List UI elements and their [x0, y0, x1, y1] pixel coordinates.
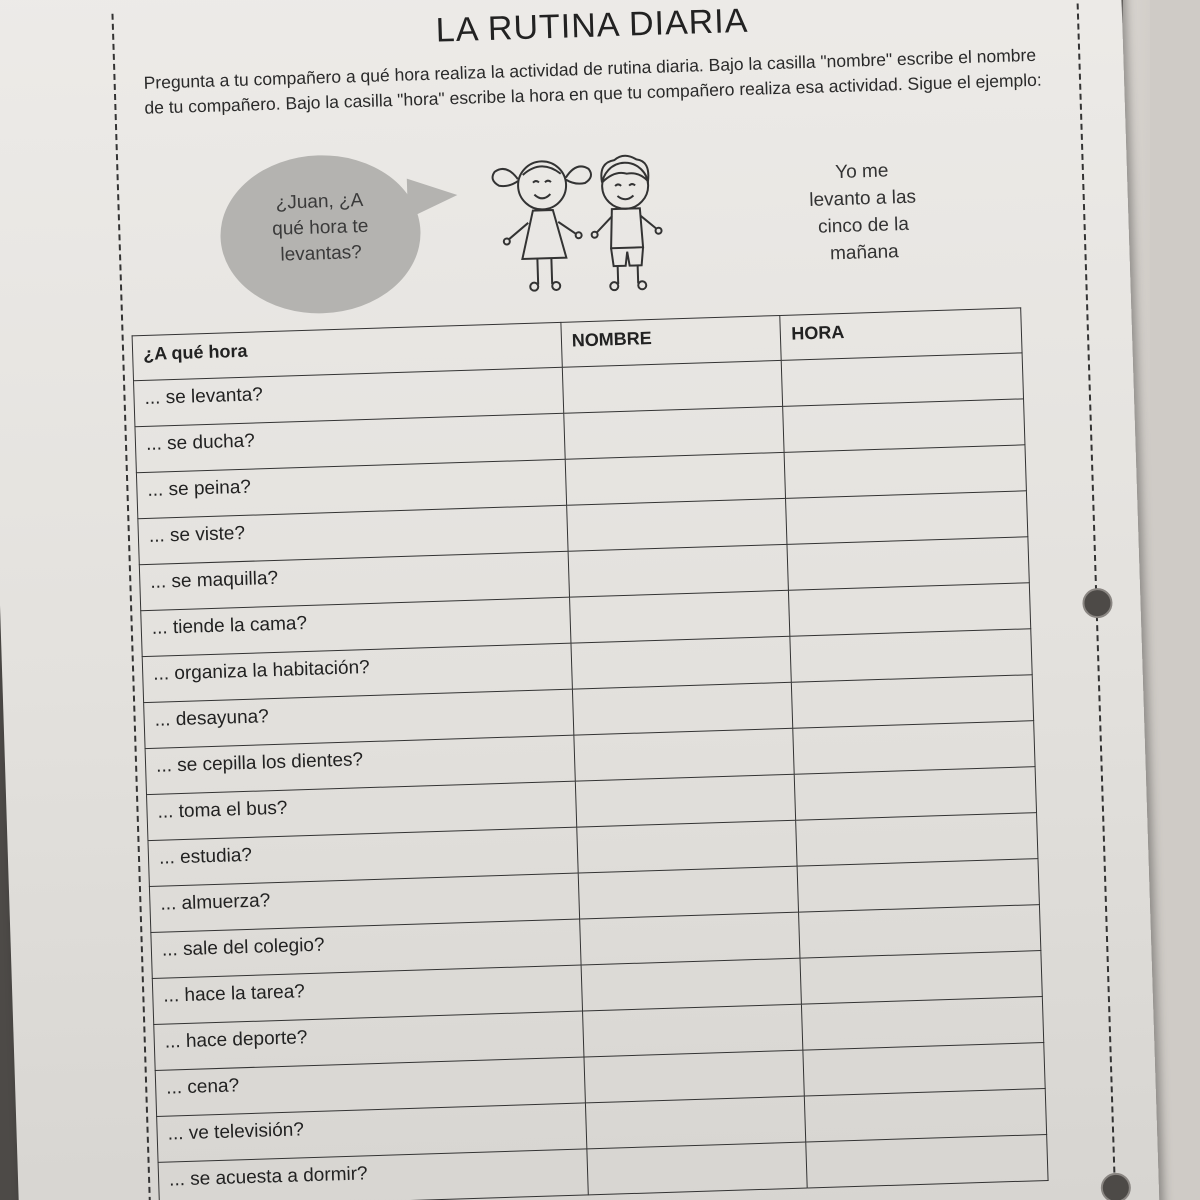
- activity-cell: ... se cepilla los dientes?: [145, 735, 575, 794]
- time-answer-cell[interactable]: [792, 675, 1034, 729]
- name-answer-cell[interactable]: [565, 452, 786, 505]
- children-illustration-icon: [486, 146, 681, 302]
- time-answer-cell[interactable]: [805, 1089, 1047, 1143]
- example-answer-line: cinco de la: [817, 213, 910, 238]
- activity-cell: ... organiza la habitación?: [142, 643, 572, 702]
- time-answer-cell[interactable]: [796, 813, 1038, 867]
- name-answer-cell[interactable]: [568, 544, 789, 597]
- name-answer-cell[interactable]: [582, 1004, 803, 1057]
- activity-cell: ... se levanta?: [134, 367, 564, 426]
- activity-cell: ... se acuesta a dormir?: [158, 1149, 588, 1200]
- activity-cell: ... tiende la cama?: [141, 597, 571, 656]
- name-answer-cell[interactable]: [574, 728, 795, 781]
- time-answer-cell[interactable]: [799, 905, 1041, 959]
- example-answer-line: Yo me: [834, 160, 889, 184]
- name-answer-cell[interactable]: [578, 866, 799, 919]
- example-question-line: levantas?: [280, 242, 363, 266]
- activity-cell: ... desayuna?: [144, 689, 574, 748]
- activity-cell: ... toma el bus?: [147, 781, 577, 840]
- name-answer-cell[interactable]: [562, 360, 783, 413]
- name-answer-cell[interactable]: [585, 1096, 806, 1149]
- example-question: [239, 187, 401, 270]
- time-answer-cell[interactable]: [802, 997, 1044, 1051]
- name-answer-cell[interactable]: [575, 774, 796, 827]
- time-answer-cell[interactable]: [803, 1043, 1045, 1097]
- time-answer-cell[interactable]: [798, 859, 1040, 913]
- example-answer-line: mañana: [829, 241, 899, 265]
- time-answer-cell[interactable]: [806, 1134, 1048, 1188]
- time-answer-cell[interactable]: [785, 445, 1027, 499]
- name-answer-cell[interactable]: [572, 682, 793, 735]
- activity-cell: ... cena?: [155, 1057, 585, 1116]
- activity-cell: ... se viste?: [138, 505, 568, 564]
- name-answer-cell[interactable]: [579, 912, 800, 965]
- time-answer-cell[interactable]: [790, 629, 1032, 683]
- activity-cell: ... se ducha?: [135, 413, 565, 472]
- header-time: HORA: [780, 308, 1022, 361]
- example-answer: [786, 156, 939, 269]
- activity-cell: ... se peina?: [136, 459, 566, 518]
- worksheet-instructions: Pregunta a tu compañero a qué hora realiza la actividad de rutina diaria. Bajo la casilla "nombre" escribe el nombre de tu compañero. Bajo la casilla "hora" escribe la hora en que tu compañero realiza esa actividad. Sigue el ejemplo:: [143, 44, 1042, 118]
- name-answer-cell[interactable]: [581, 958, 802, 1011]
- time-answer-cell[interactable]: [786, 491, 1028, 545]
- worksheet-title: LA RUTINA DIARIA: [435, 1, 749, 50]
- header-name: NOMBRE: [561, 315, 782, 367]
- activity-cell: ... hace deporte?: [154, 1011, 584, 1070]
- time-answer-cell[interactable]: [795, 767, 1037, 821]
- example-question-line: qué hora te: [271, 215, 369, 240]
- routine-table: [132, 307, 1049, 1200]
- time-answer-cell[interactable]: [800, 951, 1042, 1005]
- speech-bubble-tail: [407, 177, 458, 219]
- name-answer-cell[interactable]: [564, 406, 785, 459]
- name-answer-cell[interactable]: [577, 820, 798, 873]
- example-answer-line: levanto a las: [809, 186, 917, 211]
- time-answer-cell[interactable]: [787, 537, 1029, 591]
- activity-cell: ... se maquilla?: [139, 551, 569, 610]
- time-answer-cell[interactable]: [789, 583, 1031, 637]
- background-paper-edge: [1150, 0, 1200, 1200]
- punch-hole: [1082, 588, 1113, 619]
- activity-cell: ... sale del colegio?: [151, 919, 581, 978]
- activity-cell: ... almuerza?: [149, 873, 579, 932]
- activity-cell: ... ve televisión?: [157, 1103, 587, 1162]
- time-answer-cell[interactable]: [793, 721, 1035, 775]
- activity-cell: ... hace la tarea?: [152, 965, 582, 1024]
- example-question-line: ¿Juan, ¿A: [275, 189, 364, 214]
- name-answer-cell[interactable]: [569, 590, 790, 643]
- name-answer-cell[interactable]: [571, 636, 792, 689]
- punch-hole: [1100, 1172, 1131, 1200]
- time-answer-cell[interactable]: [782, 353, 1024, 407]
- name-answer-cell[interactable]: [584, 1050, 805, 1103]
- header-activity: ¿A qué hora: [132, 322, 562, 380]
- name-answer-cell[interactable]: [566, 498, 787, 551]
- time-answer-cell[interactable]: [783, 399, 1025, 453]
- name-answer-cell[interactable]: [587, 1142, 808, 1195]
- activity-cell: ... estudia?: [148, 827, 578, 886]
